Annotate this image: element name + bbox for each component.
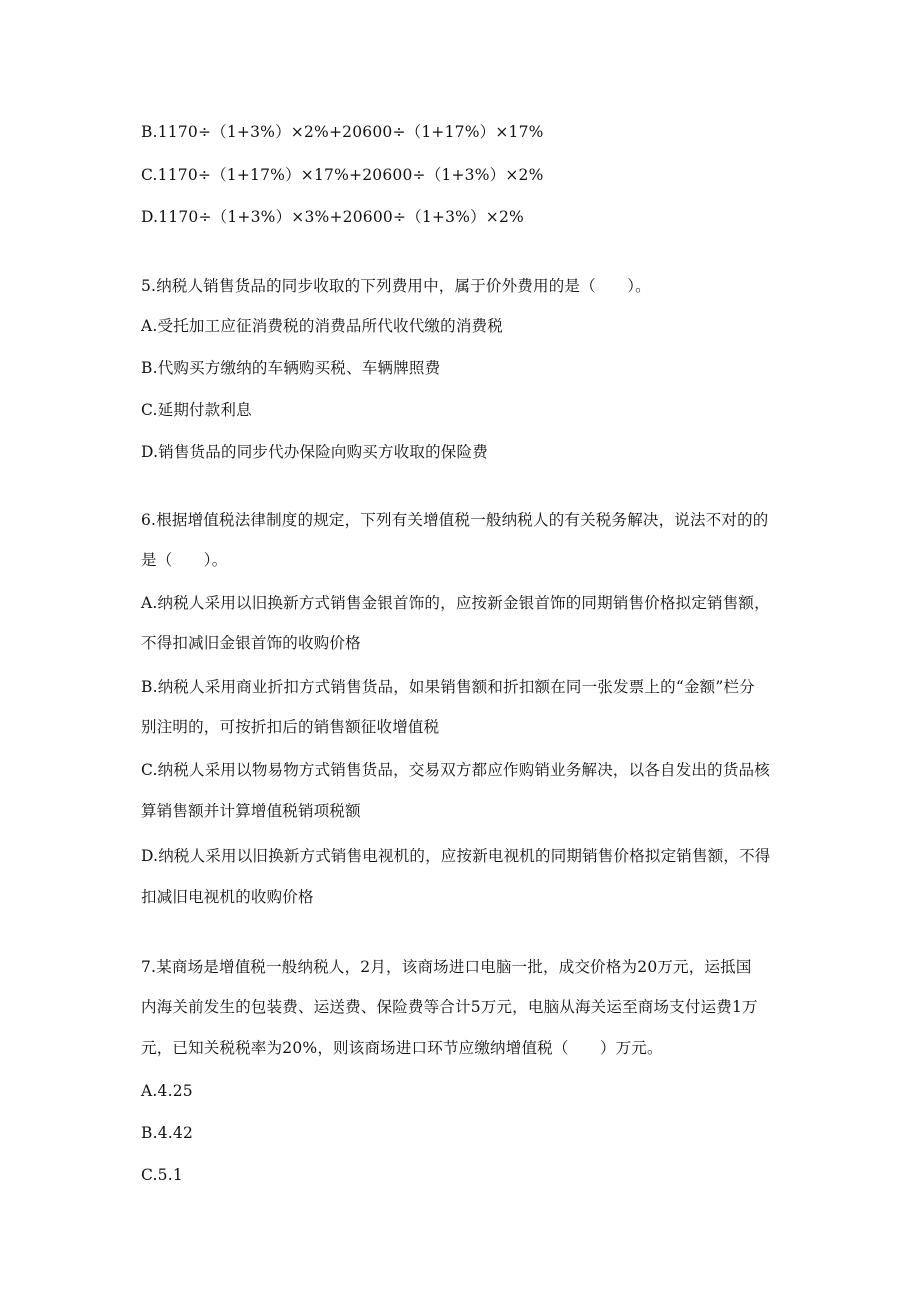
- question-7-stem-line-3: 元，已知关税税率为20%，则该商场进口环节应缴纳增值税（ ）万元。: [141, 1039, 663, 1057]
- question-7-stem-line-2: 内海关前发生的包装费、运送费、保险费等合计5万元，电脑从海关运至商场支付运费1万: [141, 998, 758, 1016]
- question-5-stem: 5.纳税人销售货品的同步收取的下列费用中，属于价外费用的是（ ）。: [141, 277, 651, 295]
- question-6-option-d-line-2: 扣减旧电视机的收购价格: [141, 888, 314, 906]
- question-5-option-d: D.销售货品的同步代办保险向购买方收取的保险费: [141, 443, 488, 461]
- question-6-option-c-line-2: 算销售额并计算增值税销项税额: [141, 802, 361, 820]
- option-b-prev: B.1170÷（1+3%）×2%+20600÷（1+17%）×17%: [141, 123, 544, 141]
- question-6-option-a-line-1: A.纳税人采用以旧换新方式销售金银首饰的，应按新金银首饰的同期销售价格拟定销售额，: [141, 594, 770, 612]
- question-5-option-a: A.受托加工应征消费税的消费品所代收代缴的消费税: [141, 317, 503, 335]
- option-c-prev: C.1170÷（1+17%）×17%+20600÷（1+3%）×2%: [141, 166, 544, 184]
- question-7-option-c: C.5.1: [141, 1166, 183, 1184]
- question-7-option-a: A.4.25: [141, 1082, 193, 1100]
- question-7-stem-line-1: 7.某商场是增值税一般纳税人，2月，该商场进口电脑一批，成交价格为20万元，运抵国: [141, 958, 752, 976]
- question-6-option-b-line-1: B.纳税人采用商业折扣方式销售货品，如果销售额和折扣额在同一张发票上的“金额”栏分: [141, 678, 755, 696]
- question-6-stem-line-2: 是（ ）。: [141, 551, 228, 569]
- question-7-option-b: B.4.42: [141, 1124, 194, 1142]
- question-6-option-c-line-1: C.纳税人采用以物易物方式销售货品，交易双方都应作购销业务解决，以各自发出的货品核: [141, 761, 770, 779]
- question-6-option-d-line-1: D.纳税人采用以旧换新方式销售电视机的，应按新电视机的同期销售价格拟定销售额，不得: [141, 847, 771, 865]
- question-6-option-a-line-2: 不得扣减旧金银首饰的收购价格: [141, 634, 361, 652]
- question-6-option-b-line-2: 别注明的，可按折扣后的销售额征收增值税: [141, 718, 440, 736]
- option-d-prev: D.1170÷（1+3%）×3%+20600÷（1+3%）×2%: [141, 208, 524, 226]
- question-6-stem-line-1: 6.根据增值税法律制度的规定，下列有关增值税一般纳税人的有关税务解决，说法不对的的: [141, 511, 769, 529]
- question-5-option-b: B.代购买方缴纳的车辆购买税、车辆牌照费: [141, 359, 441, 377]
- question-5-option-c: C.延期付款利息: [141, 401, 252, 419]
